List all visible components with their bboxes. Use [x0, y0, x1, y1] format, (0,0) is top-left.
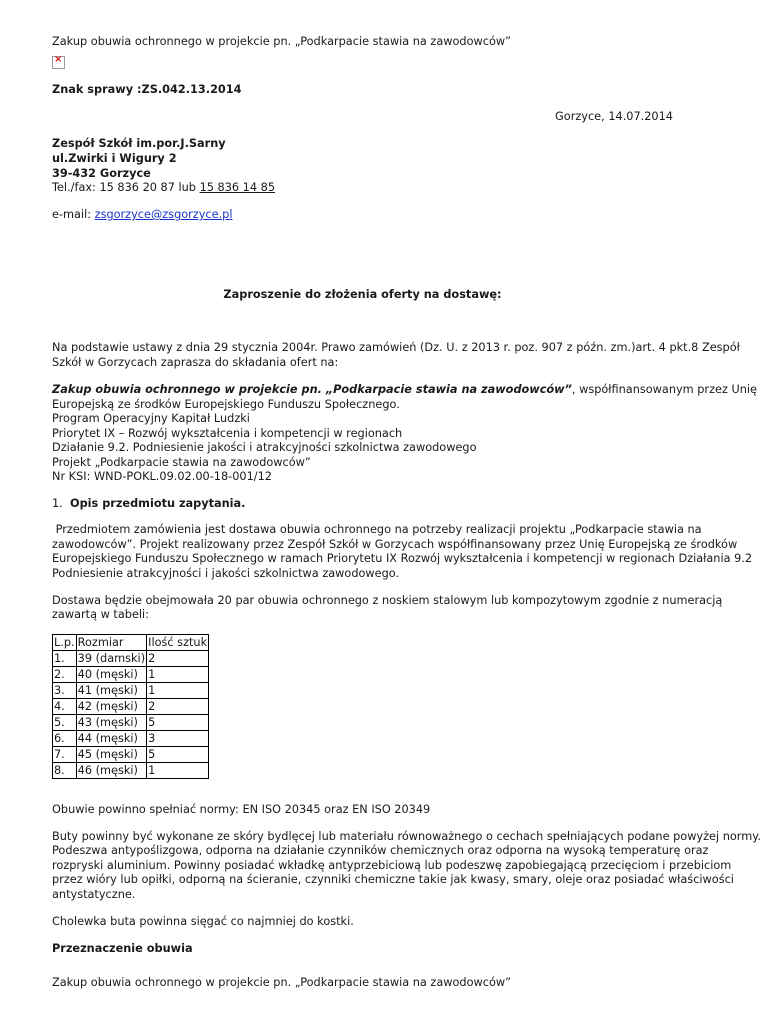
- cell-quantity: 5: [147, 747, 209, 763]
- cell-lp: 6.: [53, 731, 77, 747]
- cell-quantity: 1: [147, 763, 209, 779]
- cell-lp: 1.: [53, 651, 77, 667]
- project-line-6: Nr KSI: WND-POKL.09.02.00-18-001/12: [52, 470, 272, 483]
- material-line-1: Buty powinny być wykonane ze skóry bydlęcej lub materiału równoważnego o cechach spełniających podane powyżej normy.: [52, 830, 761, 843]
- cell-lp: 4.: [53, 699, 77, 715]
- table-row: [53, 715, 209, 731]
- cell-quantity: 2: [147, 699, 209, 715]
- table-row: [53, 763, 209, 779]
- cell-lp: 7.: [53, 747, 77, 763]
- description-line-2: zawodowców”. Projekt realizowany przez Zespół Szkół w Gorzycach współfinansowany przez Unię Europejską ze środków: [52, 538, 738, 551]
- material-line-2: Podeszwa antypoślizgowa, odporna na działanie czynników chemicznych oraz odporna na wysoką temperaturę oraz: [52, 844, 709, 857]
- project-line-5: Projekt „Podkarpacie stawia na zawodowców”: [52, 456, 311, 469]
- table-row: [53, 731, 209, 747]
- table-row: [53, 651, 209, 667]
- sender-postal: 39-432 Gorzyce: [52, 167, 151, 180]
- project-line-2: Program Operacyjny Kapitał Ludzki: [52, 412, 250, 425]
- section-number: 1.: [52, 497, 63, 510]
- header-cell-size: Rozmiar: [76, 635, 146, 651]
- broken-image-icon: ×: [52, 56, 65, 69]
- description-line-4: Podniesienie atrakcyjności i jakości szkolnictwa zawodowego.: [52, 567, 400, 580]
- sizes-table: [52, 634, 209, 779]
- cell-lp: 8.: [53, 763, 77, 779]
- project-line-3: Priorytet IX – Rozwój wykształcenia i kompetencji w regionach: [52, 427, 403, 440]
- email-prefix: e-mail:: [52, 208, 95, 221]
- footer-line: Zakup obuwia ochronnego w projekcie pn. „Podkarpacie stawia na zawodowców”: [52, 976, 511, 989]
- header-cell-quantity: Ilość sztuk: [148, 636, 208, 649]
- header-line: Zakup obuwia ochronnego w projekcie pn. „Podkarpacie stawia na zawodowców”: [52, 35, 511, 48]
- ankle-line: Cholewka buta powinna sięgać co najmniej do kostki.: [52, 915, 354, 928]
- project-line-4: Działanie 9.2. Podniesienie jakości i atrakcyjności szkolnictwa zawodowego: [52, 441, 477, 454]
- material-line-3: rozpryski aluminium. Powinny posiadać wkładkę antyprzebiciową lub podeszwę zapobiegającą przecięciom i przebiciom: [52, 859, 732, 872]
- case-number: Znak sprawy :ZS.042.13.2014: [52, 83, 242, 96]
- phone-link[interactable]: 15 836 14 85: [199, 181, 276, 194]
- table-header-row: [53, 635, 209, 651]
- description-line-1: Przedmiotem zamówienia jest dostawa obuwia ochronnego na potrzeby realizacji projektu „Podkarpacie stawia na: [52, 523, 702, 536]
- norms-line: Obuwie powinno spełniać normy: EN ISO 20345 oraz EN ISO 20349: [52, 803, 431, 816]
- place-date: Gorzyce, 14.07.2014: [555, 110, 673, 123]
- project-title-line: [52, 382, 757, 397]
- header-cell-lp: L.p.: [54, 636, 75, 649]
- cell-lp: 5.: [53, 715, 77, 731]
- cell-lp: 2.: [53, 667, 77, 683]
- cell-size: 46 (męski): [76, 763, 146, 779]
- project-title-suffix: , współfinansowanym przez Unię: [571, 383, 757, 396]
- table-row: [53, 683, 209, 699]
- sender-email: [52, 207, 232, 222]
- section-title: Opis przedmiotu zapytania.: [69, 497, 246, 510]
- cell-size: 40 (męski): [76, 667, 146, 683]
- intro-line-1: Na podstawie ustawy z dnia 29 stycznia 2004r. Prawo zamówień (Dz. U. z 2013 r. poz. 907 z późn. zm.)art. 4 pkt.8 Zespół: [52, 341, 740, 354]
- sender-name: Zespół Szkół im.por.J.Sarny: [52, 137, 226, 150]
- table-row: [53, 667, 209, 683]
- project-bold-title: Zakup obuwia ochronnego w projekcie pn. „Podkarpacie stawia na zawodowców”: [52, 383, 572, 396]
- intro-line-2: Szkół w Gorzycach zaprasza do składania ofert na:: [52, 356, 339, 369]
- cell-quantity: 1: [147, 667, 209, 683]
- project-line-1: Europejską ze środków Europejskiego Funduszu Społecznego.: [52, 398, 400, 411]
- cell-quantity: 2: [147, 651, 209, 667]
- sender-phone: [52, 180, 275, 195]
- cell-size: 42 (męski): [76, 699, 146, 715]
- cell-size: 44 (męski): [76, 731, 146, 747]
- cell-size: 41 (męski): [76, 683, 146, 699]
- cell-quantity: 3: [147, 731, 209, 747]
- description-line-3: Europejskiego Funduszu Społecznego w ramach Priorytetu IX Rozwój wykształcenia i kompetencji w regionach Działania 9.2: [52, 552, 753, 565]
- table-row: [53, 699, 209, 715]
- cell-lp: 3.: [53, 683, 77, 699]
- cell-quantity: 5: [147, 715, 209, 731]
- document-title: Zaproszenie do złożenia oferty na dostawę:: [223, 288, 502, 301]
- delivery-line-2: zawartą w tabeli:: [52, 608, 149, 621]
- material-line-4: przez wióry lub opiłki, odporną na ścieranie, czynniki chemiczne takie jak kwasy, smary, oleje oraz posiadać właściwości: [52, 873, 734, 886]
- sender-street: ul.Zwirki i Wigury 2: [52, 152, 177, 165]
- email-link[interactable]: zsgorzyce@zsgorzyce.pl: [94, 208, 233, 221]
- cell-size: 43 (męski): [76, 715, 146, 731]
- cell-quantity: 1: [147, 683, 209, 699]
- section-1-heading: [52, 496, 245, 511]
- table-row: [53, 747, 209, 763]
- cell-size: 45 (męski): [76, 747, 146, 763]
- purpose-heading: Przeznaczenie obuwia: [52, 942, 193, 955]
- delivery-line-1: Dostawa będzie obejmowała 20 par obuwia ochronnego z noskiem stalowym lub kompozytowym zgodnie z numeracją: [52, 594, 723, 607]
- cell-size: 39 (damski): [77, 652, 146, 665]
- phone-prefix: Tel./fax: 15 836 20 87 lub: [52, 181, 200, 194]
- material-line-5: antystatyczne.: [52, 888, 136, 901]
